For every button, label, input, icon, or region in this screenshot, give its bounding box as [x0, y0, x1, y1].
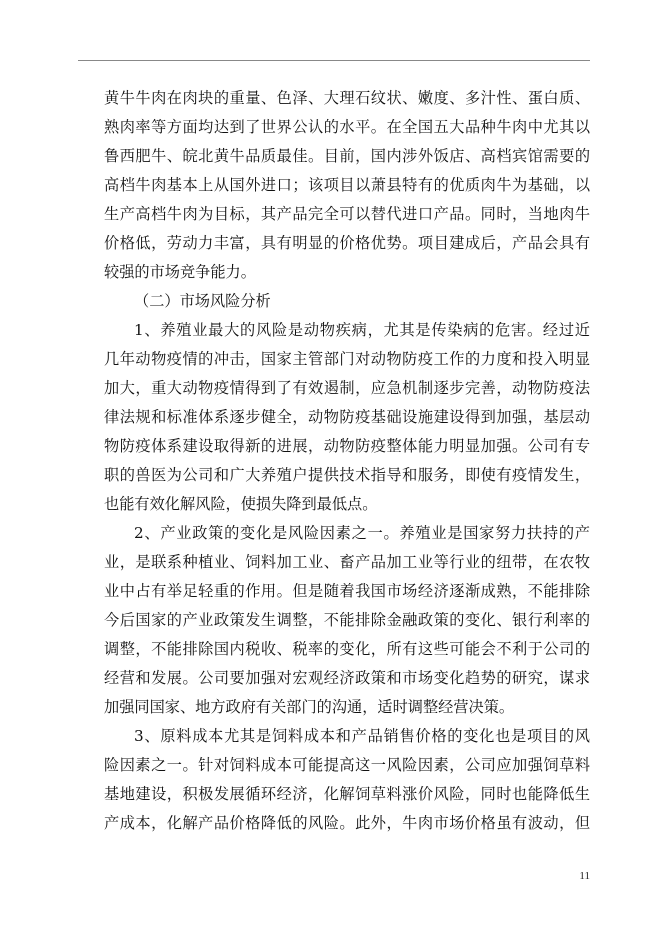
paragraph-first-line: 1、养殖业最大的风险是动物疾病，尤其是传染病的危害。经过近 [134, 321, 590, 339]
text-line: 基地建设，积极发展循环经济，化解饲草料涨价风险，同时也能降低生 [104, 785, 590, 803]
header-rule [78, 60, 590, 61]
text-line: 加强同国家、地方政府有关部门的沟通，适时调整经营决策。 [104, 698, 515, 716]
text-line: 鲁西肥牛、皖北黄牛品质最佳。目前，国内涉外饭店、高档宾馆需要的 [104, 147, 590, 165]
text-line: 今后国家的产业政策发生调整，不能排除金融政策的变化、银行利率的 [104, 611, 590, 629]
text-line: 险因素之一。针对饲料成本可能提高这一风险因素，公司应加强饲草料 [104, 756, 590, 774]
text-line: 物防疫体系建设取得新的进展，动物防疫整体能力明显加强。公司有专 [104, 437, 590, 455]
text-line: 律法规和标准体系逐步健全，动物防疫基础设施建设得到加强，基层动 [104, 408, 590, 426]
text-line: 高档牛肉基本上从国外进口；该项目以萧县特有的优质肉牛为基础，以 [104, 176, 590, 194]
text-line: 经营和发展。公司要加强对宏观经济政策和市场变化趋势的研究，谋求 [104, 669, 590, 687]
text-line: 业，是联系种植业、饲料加工业、畜产品加工业等行业的纽带，在农牧 [104, 553, 590, 571]
text-line: 业中占有举足轻重的作用。但是随着我国市场经济逐渐成熟，不能排除 [104, 582, 590, 600]
text-line: 加大，重大动物疫情得到了有效遏制，应急机制逐步完善，动物防疫法 [104, 379, 590, 397]
text-line: 价格低，劳动力丰富，具有明显的价格优势。项目建成后，产品会具有 [104, 234, 590, 252]
text-line: 黄牛牛肉在肉块的重量、色泽、大理石纹状、嫩度、多汁性、蛋白质、 [104, 89, 590, 107]
paragraph-first-line: 3、原料成本尤其是饲料成本和产品销售价格的变化也是项目的风 [134, 727, 590, 745]
section-heading: （二）市场风险分析 [134, 292, 271, 310]
text-line: 生产高档牛肉为目标，其产品完全可以替代进口产品。同时，当地肉牛 [104, 205, 590, 223]
text-line: 也能有效化解风险，使损失降到最低点。 [104, 495, 378, 513]
text-line: 熟肉率等方面均达到了世界公认的水平。在全国五大品种牛肉中尤其以 [104, 118, 590, 136]
text-line: 调整，不能排除国内税收、税率的变化，所有这些可能会不利于公司的 [104, 640, 590, 658]
text-line: 较强的市场竞争能力。 [104, 263, 256, 281]
text-line: 产成本，化解产品价格降低的风险。此外，牛肉市场价格虽有波动，但 [104, 814, 590, 832]
paragraph-first-line: 2、产业政策的变化是风险因素之一。养殖业是国家努力扶持的产 [134, 524, 590, 542]
text-line: 几年动物疫情的冲击，国家主管部门对动物防疫工作的力度和投入明显 [104, 350, 590, 368]
body-text [104, 84, 590, 838]
page-number: 11 [579, 870, 590, 882]
text-line: 职的兽医为公司和广大养殖户提供技术指导和服务，即使有疫情发生， [104, 466, 590, 484]
